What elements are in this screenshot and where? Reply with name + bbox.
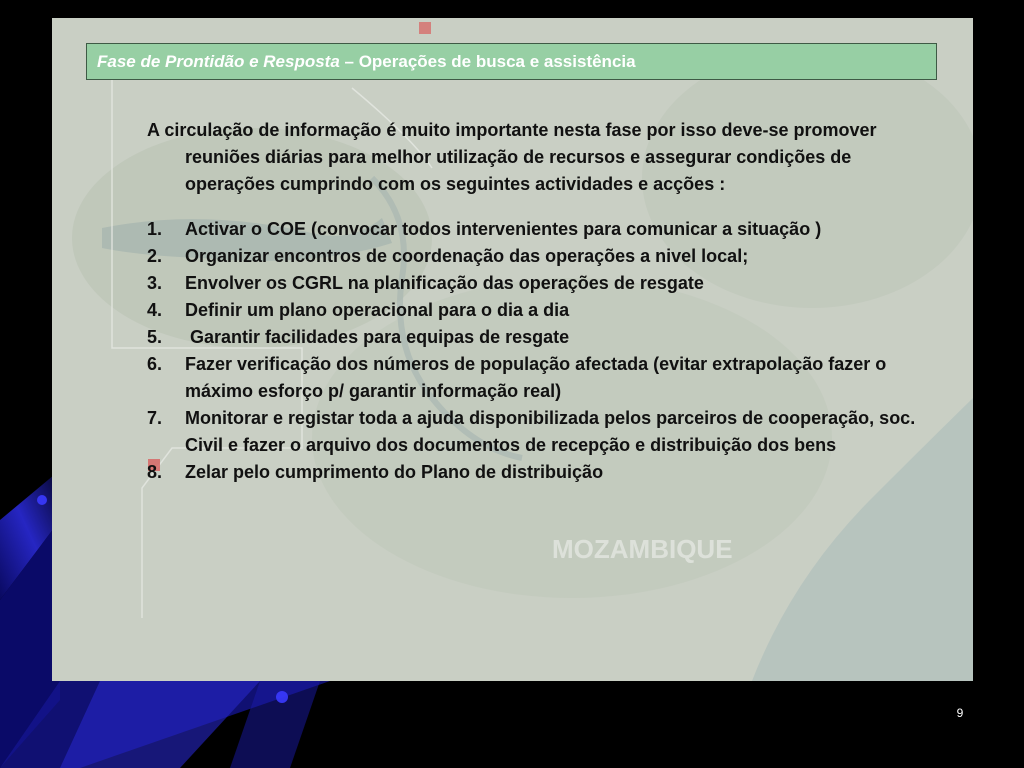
- list-item-number: 4.: [147, 300, 163, 320]
- slide-title-italic: Fase de Prontidão e Resposta: [97, 51, 340, 71]
- slide-body: [147, 117, 917, 486]
- list-item-text: Activar o COE (convocar todos intervenientes para comunicar a situação ): [185, 219, 822, 239]
- list-item: [147, 351, 917, 405]
- intro-paragraph: A circulação de informação é muito importante nesta fase por isso deve-se promover reuniões diárias para melhor utilização de recursos e assegurar condições de operações cumprindo com os seguintes actividades e acções :: [147, 120, 877, 194]
- list-item-text: Monitorar e registar toda a ajuda disponibilizada pelos parceiros de cooperação, soc. Civil e fazer o arquivo dos documentos de recepção e distribuição dos bens: [185, 408, 916, 455]
- list-item-text: Zelar pelo cumprimento do Plano de distribuição: [185, 462, 604, 482]
- list-item-number: 1.: [147, 219, 163, 239]
- slide-title-rest: – Operações de busca e assistência: [339, 51, 636, 71]
- list-item-number: 6.: [147, 354, 163, 374]
- activity-list: [147, 216, 917, 486]
- list-item-number: 2.: [147, 246, 163, 266]
- list-item-text: Fazer verificação dos números de população afectada (evitar extrapolação fazer o máximo esforço p/ garantir informação real): [185, 354, 887, 401]
- list-item-number: 7.: [147, 408, 163, 428]
- list-item-number: 3.: [147, 273, 163, 293]
- list-item-text: Organizar encontros de coordenação das operações a nivel local;: [185, 246, 749, 266]
- list-item: [147, 270, 917, 297]
- page-number: 9: [956, 706, 964, 720]
- map-country-label: MOZAMBIQUE: [552, 534, 733, 564]
- list-item: [147, 405, 917, 459]
- list-item-number: 5.: [147, 327, 163, 347]
- list-item-number: 8.: [147, 462, 163, 482]
- list-item-text: Garantir facilidades para equipas de resgate: [185, 327, 570, 347]
- slide-title: [86, 43, 937, 80]
- list-item: [147, 459, 917, 486]
- list-item: [147, 243, 917, 270]
- list-item: [147, 216, 917, 243]
- list-item: [147, 324, 917, 351]
- list-item: [147, 297, 917, 324]
- list-item-text: Envolver os CGRL na planificação das operações de resgate: [185, 273, 704, 293]
- list-item-text: Definir um plano operacional para o dia a dia: [185, 300, 570, 320]
